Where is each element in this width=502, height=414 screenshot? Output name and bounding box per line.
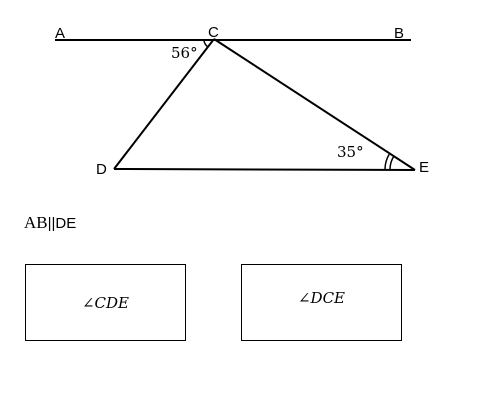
angle-label-56: 56° [171, 44, 198, 62]
point-label-c: C [208, 24, 219, 41]
point-label-b: B [394, 25, 405, 42]
answer-box-cde[interactable] [25, 264, 186, 341]
parallel-statement [24, 213, 76, 233]
relation-parallel-symbol: || [47, 215, 56, 232]
segment-ce [214, 39, 415, 170]
point-label-e: E [419, 159, 430, 176]
segment-de [114, 169, 415, 170]
answer-box-cde-label: ∠CDE [81, 293, 130, 312]
answer-box-dce-label: ∠DCE [297, 289, 346, 307]
relation-left: AB [24, 213, 48, 232]
angle-mark-e-outer [385, 153, 390, 169]
point-label-d: D [96, 161, 107, 178]
angle-mark-e-inner [390, 156, 394, 169]
segment-cd [114, 39, 214, 169]
answer-box-dce[interactable] [241, 264, 402, 341]
angle-mark-c [204, 41, 208, 47]
relation-right: DE [55, 215, 77, 232]
geometry-diagram [0, 0, 502, 200]
point-label-a: A [55, 25, 66, 42]
angle-label-35: 35° [337, 143, 364, 161]
